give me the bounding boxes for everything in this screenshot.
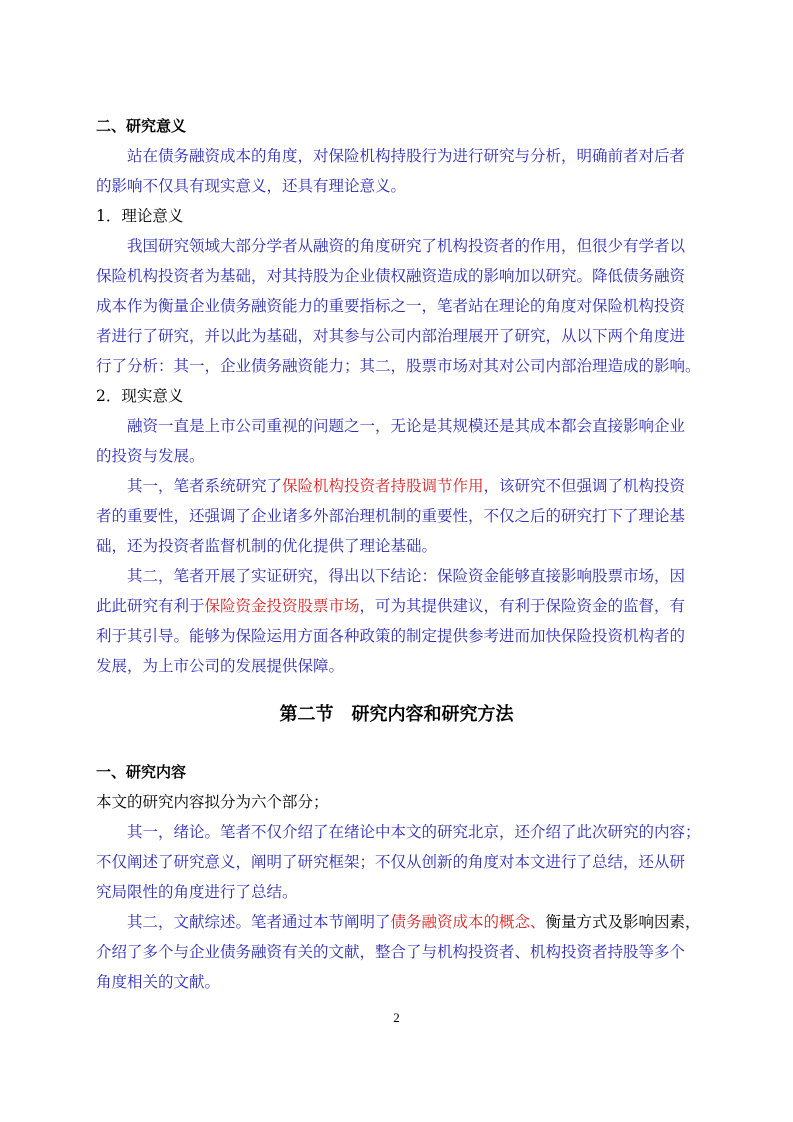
practice-p2-line-3: 利于其引导。能够为保险运用方面各种政策的制定提供参考进而加快保险投资机构者的 xyxy=(96,627,686,645)
theory-line-1: 我国研究领域大部分学者从融资的角度研究了机构投资者的作用，但很少有学者以 xyxy=(127,237,686,255)
content-p1-line-3: 究局限性的角度进行了总结。 xyxy=(96,883,298,901)
practice-p1-line-1 xyxy=(127,476,706,496)
heading-research-significance: 二、研究意义 xyxy=(96,117,187,135)
content-p2-line-3: 角度相关的文献。 xyxy=(96,973,221,991)
practice-p2-line-4: 发展，为上市公司的发展提供保障。 xyxy=(96,657,345,675)
practice-p2-line-2-end: ，可为其提供建议，有利于保险资金的监督，有 xyxy=(359,597,686,615)
content-p2-line-1-start: 其二，文献综述。笔者通过本节阐明了 xyxy=(127,913,391,931)
practice-p2-line-2-start: 此此研究有利于 xyxy=(96,597,205,615)
heading-research-content: 一、研究内容 xyxy=(96,763,187,781)
practice-p2-line-1: 其二，笔者开展了实证研究，得出以下结论：保险资金能够直接影响股票市场，因 xyxy=(127,567,686,585)
theory-line-2: 保险机构投资者为基础，对其持股为企业债权融资造成的影响加以研究。降低债务融资 xyxy=(96,267,686,285)
significance-intro-line-2: 的影响不仅具有现实意义，还具有理论意义。 xyxy=(96,177,407,195)
heading-practical-significance: 2．现实意义 xyxy=(96,387,184,405)
practice-p2-line-2 xyxy=(96,596,706,616)
theory-line-3: 成本作为衡量企业债务融资能力的重要指标之一，笔者站在理论的角度对保险机构投资 xyxy=(96,297,686,315)
significance-intro-line-1: 站在债务融资成本的角度，对保险机构持股行为进行研究与分析，明确前者对后者 xyxy=(127,147,686,165)
highlight-insurance-investor-moderation: 保险机构投资者持股调节作用 xyxy=(282,477,484,495)
content-p2-line-2: 介绍了多个与企业债务融资有关的文献，整合了与机构投资者、机构投资者持股等多个 xyxy=(96,943,686,961)
highlight-debt-cost-concept: 债务融资成本的概念、 xyxy=(390,913,546,931)
practice-line-2: 的投资与发展。 xyxy=(96,447,205,465)
practice-p1-line-1-start: 其一，笔者系统研究了 xyxy=(127,477,283,495)
highlight-insurance-fund-stock-market: 保险资金投资股票市场 xyxy=(204,597,360,615)
section-title: 第二节 研究内容和研究方法 xyxy=(279,704,514,725)
practice-p1-line-1-end: ，该研究不但强调了机构投资 xyxy=(483,477,686,495)
content-p1-line-2: 不仅阐述了研究意义，阐明了研究框架；不仅从创新的角度对本文进行了总结，还从研 xyxy=(96,853,686,871)
content-intro: 本文的研究内容拟分为六个部分； xyxy=(96,793,329,811)
practice-line-1: 融资一直是上市公司重视的问题之一，无论是其规模还是其成本都会直接影响企业 xyxy=(127,417,686,435)
page-number: 2 xyxy=(393,1010,400,1025)
content-p2-line-1-end: 衡量方式及影响因素， xyxy=(545,913,701,931)
practice-p1-line-2: 者的重要性，还强调了企业诸多外部治理机制的重要性，不仅之后的研究打下了理论基 xyxy=(96,507,686,525)
theory-line-4: 者进行了研究，并以此为基础，对其参与公司内部治理展开了研究，从以下两个角度进 xyxy=(96,327,686,345)
heading-theoretical-significance: 1．理论意义 xyxy=(96,207,184,225)
content-p1-line-1: 其一，绪论。笔者不仅介绍了在绪论中本文的研究北京，还介绍了此次研究的内容； xyxy=(127,823,701,841)
theory-line-5: 行了分析：其一，企业债务融资能力；其二，股票市场对其对公司内部治理造成的影响。 xyxy=(96,357,701,375)
content-p2-line-1 xyxy=(127,912,706,932)
practice-p1-line-3: 础，还为投资者监督机制的优化提供了理论基础。 xyxy=(96,537,438,555)
